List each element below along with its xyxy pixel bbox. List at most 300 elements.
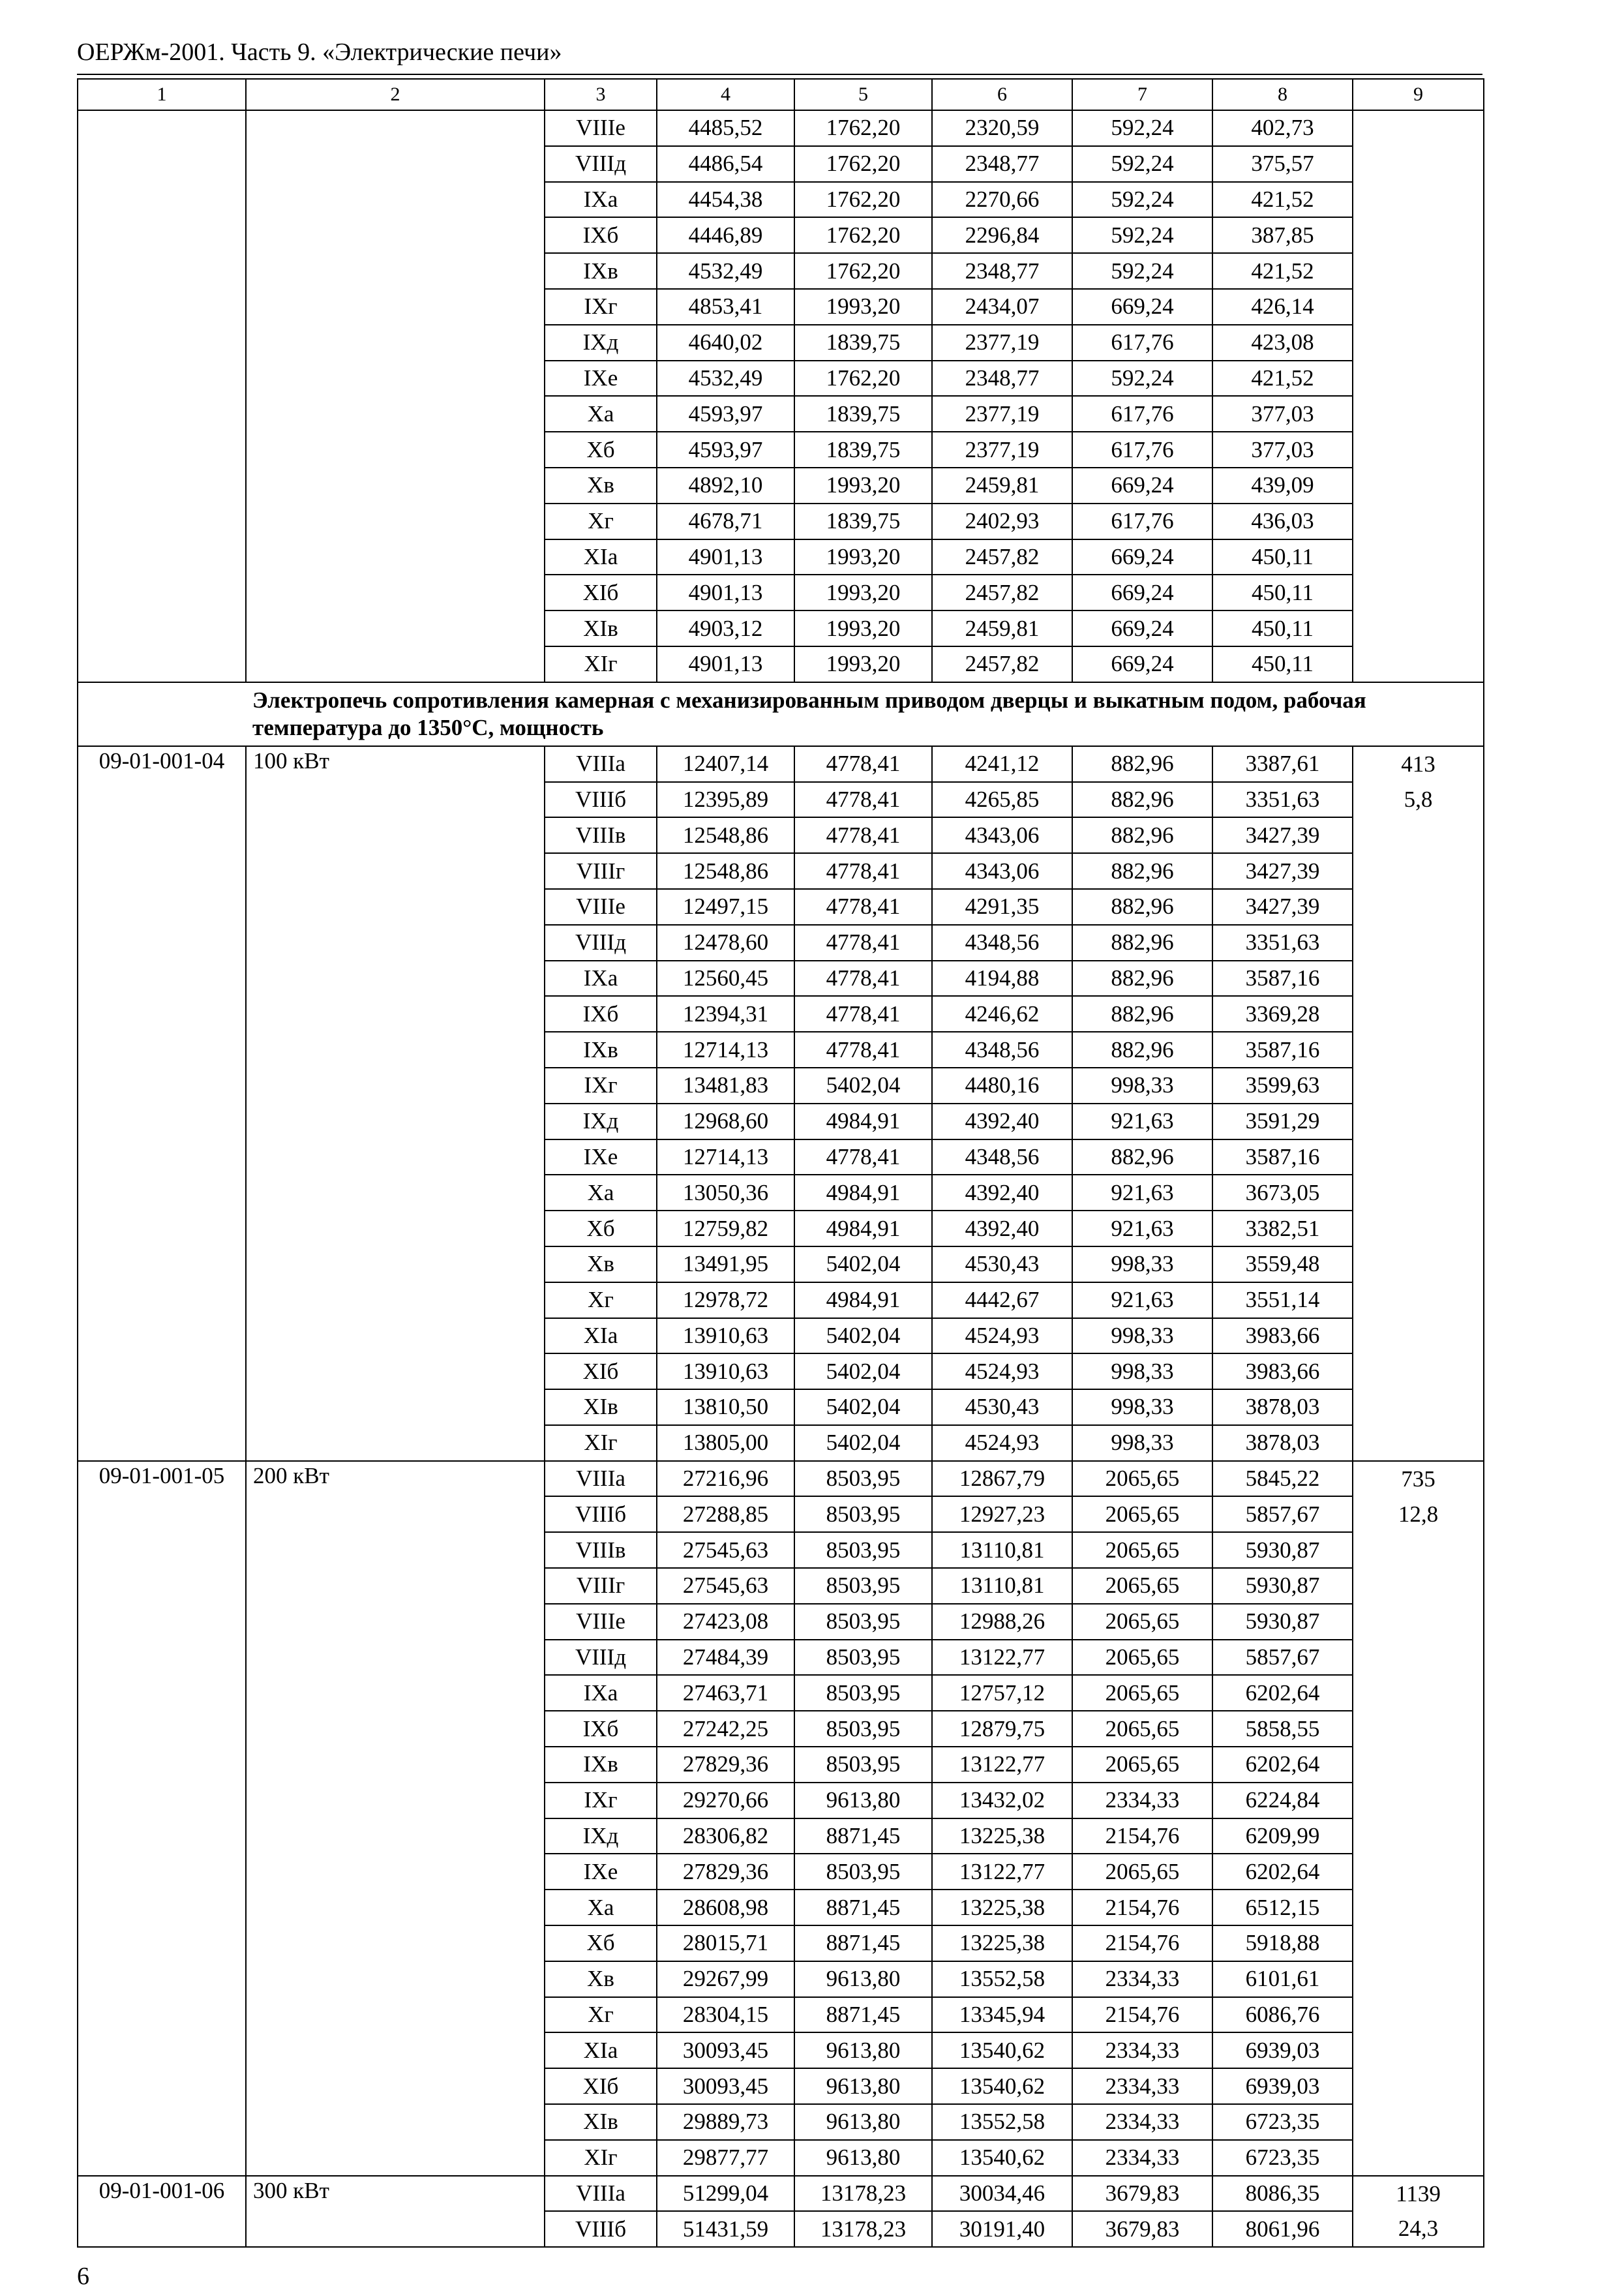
table-row bbox=[78, 396, 1484, 432]
value-cell: 51431,59 bbox=[657, 2211, 794, 2247]
value-cell: 4524,93 bbox=[932, 1425, 1072, 1461]
resource-code-cell bbox=[78, 1139, 246, 1175]
value-cell: 4778,41 bbox=[794, 961, 932, 997]
value-cell: 8503,95 bbox=[794, 1640, 932, 1676]
value-cell: 6512,15 bbox=[1212, 1890, 1353, 1925]
table-row bbox=[78, 1640, 1484, 1676]
value-cell: 592,24 bbox=[1072, 361, 1212, 397]
value-cell: 426,14 bbox=[1212, 289, 1353, 325]
table-row bbox=[78, 1211, 1484, 1246]
value-cell: 12978,72 bbox=[657, 1282, 794, 1318]
table-row bbox=[78, 432, 1484, 468]
extra-value-cell: 1139 bbox=[1353, 2176, 1484, 2212]
extra-value-cell bbox=[1353, 2140, 1484, 2176]
resource-code-cell bbox=[78, 432, 246, 468]
value-cell: 4593,97 bbox=[657, 396, 794, 432]
value-cell: 4486,54 bbox=[657, 146, 794, 182]
value-cell: 4348,56 bbox=[932, 1139, 1072, 1175]
table-row bbox=[78, 1175, 1484, 1211]
value-cell: 4392,40 bbox=[932, 1104, 1072, 1139]
extra-value-cell bbox=[1353, 1282, 1484, 1318]
value-cell: 3351,63 bbox=[1212, 782, 1353, 818]
value-cell: 4778,41 bbox=[794, 996, 932, 1032]
value-cell: 1839,75 bbox=[794, 396, 932, 432]
value-cell: 6224,84 bbox=[1212, 1783, 1353, 1818]
table-row bbox=[78, 961, 1484, 997]
zone-cell: IXд bbox=[545, 1818, 657, 1854]
column-number-7: 7 bbox=[1072, 79, 1212, 110]
table-row bbox=[78, 2068, 1484, 2104]
resource-code-cell bbox=[78, 646, 246, 682]
value-cell: 13122,77 bbox=[932, 1747, 1072, 1783]
value-cell: 13050,36 bbox=[657, 1175, 794, 1211]
value-cell: 1762,20 bbox=[794, 146, 932, 182]
value-cell: 2457,82 bbox=[932, 539, 1072, 575]
value-cell: 450,11 bbox=[1212, 575, 1353, 610]
column-number-4: 4 bbox=[657, 79, 794, 110]
table-row bbox=[78, 575, 1484, 610]
value-cell: 882,96 bbox=[1072, 853, 1212, 889]
value-cell: 4853,41 bbox=[657, 289, 794, 325]
zone-cell: IXв bbox=[545, 253, 657, 289]
resource-name-cell bbox=[246, 575, 545, 610]
resource-name-cell bbox=[246, 2104, 545, 2140]
extra-value-cell bbox=[1353, 182, 1484, 218]
value-cell: 3427,39 bbox=[1212, 889, 1353, 925]
value-cell: 439,09 bbox=[1212, 468, 1353, 504]
resource-name-cell bbox=[246, 1282, 545, 1318]
value-cell: 1993,20 bbox=[794, 610, 932, 646]
resource-name-cell bbox=[246, 1961, 545, 1997]
resource-code-cell bbox=[78, 468, 246, 504]
column-number-9: 9 bbox=[1353, 79, 1484, 110]
value-cell: 13481,83 bbox=[657, 1068, 794, 1104]
extra-value-cell bbox=[1353, 817, 1484, 853]
value-cell: 998,33 bbox=[1072, 1353, 1212, 1389]
value-cell: 5857,67 bbox=[1212, 1496, 1353, 1532]
resource-name-cell bbox=[246, 361, 545, 397]
resource-name-cell bbox=[246, 468, 545, 504]
value-cell: 12548,86 bbox=[657, 817, 794, 853]
value-cell: 6939,03 bbox=[1212, 2068, 1353, 2104]
section-header-row bbox=[78, 682, 1484, 746]
value-cell: 12714,13 bbox=[657, 1032, 794, 1068]
zone-cell: VIIIa bbox=[545, 1461, 657, 1497]
zone-cell: Xг bbox=[545, 1997, 657, 2033]
value-cell: 1993,20 bbox=[794, 289, 932, 325]
table-row bbox=[78, 782, 1484, 818]
value-cell: 6209,99 bbox=[1212, 1818, 1353, 1854]
value-cell: 29270,66 bbox=[657, 1783, 794, 1818]
table-row bbox=[78, 2140, 1484, 2176]
resource-name-cell bbox=[246, 1318, 545, 1354]
resource-code-cell bbox=[78, 325, 246, 361]
value-cell: 2348,77 bbox=[932, 253, 1072, 289]
value-cell: 617,76 bbox=[1072, 325, 1212, 361]
value-cell: 5857,67 bbox=[1212, 1640, 1353, 1676]
value-cell: 12714,13 bbox=[657, 1139, 794, 1175]
value-cell: 4778,41 bbox=[794, 1139, 932, 1175]
table-row bbox=[78, 889, 1484, 925]
resource-name-cell bbox=[246, 1496, 545, 1532]
value-cell: 12548,86 bbox=[657, 853, 794, 889]
value-cell: 921,63 bbox=[1072, 1282, 1212, 1318]
value-cell: 8061,96 bbox=[1212, 2211, 1353, 2247]
resource-code-cell bbox=[78, 1104, 246, 1139]
resource-name-cell bbox=[246, 1854, 545, 1890]
table-row bbox=[78, 1711, 1484, 1747]
value-cell: 882,96 bbox=[1072, 1139, 1212, 1175]
value-cell: 1993,20 bbox=[794, 646, 932, 682]
extra-value-cell bbox=[1353, 2032, 1484, 2068]
resource-name-cell bbox=[246, 1104, 545, 1139]
value-cell: 30034,46 bbox=[932, 2176, 1072, 2212]
value-cell: 2065,65 bbox=[1072, 1496, 1212, 1532]
value-cell: 12757,12 bbox=[932, 1675, 1072, 1711]
value-cell: 12560,45 bbox=[657, 961, 794, 997]
resource-code-cell bbox=[78, 539, 246, 575]
extra-value-cell bbox=[1353, 1068, 1484, 1104]
zone-cell: VIIIб bbox=[545, 1496, 657, 1532]
resource-code-cell: 09-01-001-04 bbox=[78, 746, 246, 782]
value-cell: 2065,65 bbox=[1072, 1854, 1212, 1890]
value-cell: 1993,20 bbox=[794, 539, 932, 575]
value-cell: 27545,63 bbox=[657, 1532, 794, 1568]
resource-code-cell bbox=[78, 575, 246, 610]
resource-code-cell bbox=[78, 1604, 246, 1640]
value-cell: 421,52 bbox=[1212, 182, 1353, 218]
value-cell: 3983,66 bbox=[1212, 1353, 1353, 1389]
value-cell: 3427,39 bbox=[1212, 817, 1353, 853]
value-cell: 3587,16 bbox=[1212, 961, 1353, 997]
value-cell: 27288,85 bbox=[657, 1496, 794, 1532]
zone-cell: Xг bbox=[545, 1282, 657, 1318]
zone-cell: VIIIд bbox=[545, 925, 657, 961]
value-cell: 4901,13 bbox=[657, 646, 794, 682]
value-cell: 592,24 bbox=[1072, 146, 1212, 182]
resource-code-cell bbox=[78, 782, 246, 818]
table-row bbox=[78, 1282, 1484, 1318]
value-cell: 13225,38 bbox=[932, 1818, 1072, 1854]
zone-cell: XIг bbox=[545, 2140, 657, 2176]
resource-code-cell bbox=[78, 1854, 246, 1890]
value-cell: 27423,08 bbox=[657, 1604, 794, 1640]
value-cell: 8871,45 bbox=[794, 1925, 932, 1961]
value-cell: 2065,65 bbox=[1072, 1568, 1212, 1604]
resource-code-cell bbox=[78, 146, 246, 182]
value-cell: 423,08 bbox=[1212, 325, 1353, 361]
value-cell: 4778,41 bbox=[794, 782, 932, 818]
value-cell: 4265,85 bbox=[932, 782, 1072, 818]
zone-cell: VIIIб bbox=[545, 2211, 657, 2247]
zone-cell: IXa bbox=[545, 961, 657, 997]
value-cell: 4241,12 bbox=[932, 746, 1072, 782]
value-cell: 4343,06 bbox=[932, 853, 1072, 889]
resource-code-cell bbox=[78, 2032, 246, 2068]
value-cell: 2334,33 bbox=[1072, 1783, 1212, 1818]
value-cell: 13540,62 bbox=[932, 2032, 1072, 2068]
extra-value-cell bbox=[1353, 1961, 1484, 1997]
table-row bbox=[78, 1496, 1484, 1532]
value-cell: 13225,38 bbox=[932, 1890, 1072, 1925]
value-cell: 51299,04 bbox=[657, 2176, 794, 2212]
value-cell: 2334,33 bbox=[1072, 2032, 1212, 2068]
zone-cell: IXг bbox=[545, 1783, 657, 1818]
value-cell: 592,24 bbox=[1072, 253, 1212, 289]
table-row bbox=[78, 1246, 1484, 1282]
resource-name-cell: 300 кВт bbox=[246, 2176, 545, 2212]
value-cell: 4678,71 bbox=[657, 504, 794, 539]
extra-value-cell bbox=[1353, 889, 1484, 925]
value-cell: 4392,40 bbox=[932, 1211, 1072, 1246]
zone-cell: XIa bbox=[545, 1318, 657, 1354]
value-cell: 882,96 bbox=[1072, 925, 1212, 961]
value-cell: 669,24 bbox=[1072, 289, 1212, 325]
value-cell: 3679,83 bbox=[1072, 2211, 1212, 2247]
value-cell: 4530,43 bbox=[932, 1246, 1072, 1282]
value-cell: 8871,45 bbox=[794, 1818, 932, 1854]
extra-value-cell bbox=[1353, 961, 1484, 997]
value-cell: 6202,64 bbox=[1212, 1747, 1353, 1783]
value-cell: 4291,35 bbox=[932, 889, 1072, 925]
value-cell: 998,33 bbox=[1072, 1425, 1212, 1461]
value-cell: 12478,60 bbox=[657, 925, 794, 961]
value-cell: 2457,82 bbox=[932, 575, 1072, 610]
resource-code-cell bbox=[78, 217, 246, 253]
resource-name-cell bbox=[246, 1211, 545, 1246]
extra-value-cell bbox=[1353, 1818, 1484, 1854]
resource-name-cell bbox=[246, 504, 545, 539]
resource-code-cell bbox=[78, 2140, 246, 2176]
resource-name-cell bbox=[246, 1068, 545, 1104]
value-cell: 669,24 bbox=[1072, 468, 1212, 504]
extra-value-cell bbox=[1353, 1389, 1484, 1425]
value-cell: 2320,59 bbox=[932, 110, 1072, 146]
zone-cell: Xв bbox=[545, 468, 657, 504]
value-cell: 28015,71 bbox=[657, 1925, 794, 1961]
value-cell: 2348,77 bbox=[932, 146, 1072, 182]
column-number-8: 8 bbox=[1212, 79, 1353, 110]
extra-value-cell bbox=[1353, 146, 1484, 182]
resource-code-cell bbox=[78, 289, 246, 325]
value-cell: 4446,89 bbox=[657, 217, 794, 253]
extra-value-cell bbox=[1353, 1854, 1484, 1890]
table-row bbox=[78, 253, 1484, 289]
resource-code-cell bbox=[78, 1211, 246, 1246]
value-cell: 387,85 bbox=[1212, 217, 1353, 253]
resource-name-cell bbox=[246, 889, 545, 925]
zone-cell: XIa bbox=[545, 2032, 657, 2068]
value-cell: 617,76 bbox=[1072, 432, 1212, 468]
extra-value-cell bbox=[1353, 1532, 1484, 1568]
resource-code-cell bbox=[78, 1890, 246, 1925]
extra-value-cell bbox=[1353, 1711, 1484, 1747]
table-row bbox=[78, 1068, 1484, 1104]
table-body bbox=[78, 79, 1484, 2247]
value-cell: 421,52 bbox=[1212, 253, 1353, 289]
value-cell: 1993,20 bbox=[794, 468, 932, 504]
resource-name-cell bbox=[246, 853, 545, 889]
value-cell: 5930,87 bbox=[1212, 1568, 1353, 1604]
value-cell: 2154,76 bbox=[1072, 1997, 1212, 2033]
value-cell: 30093,45 bbox=[657, 2068, 794, 2104]
value-cell: 2457,82 bbox=[932, 646, 1072, 682]
value-cell: 4532,49 bbox=[657, 361, 794, 397]
value-cell: 1762,20 bbox=[794, 253, 932, 289]
resource-code-cell bbox=[78, 1246, 246, 1282]
zone-cell: IXд bbox=[545, 325, 657, 361]
zone-cell: VIIIe bbox=[545, 1604, 657, 1640]
value-cell: 8871,45 bbox=[794, 1890, 932, 1925]
extra-value-cell bbox=[1353, 1747, 1484, 1783]
table-row bbox=[78, 182, 1484, 218]
value-cell: 2065,65 bbox=[1072, 1640, 1212, 1676]
zone-cell: XIa bbox=[545, 539, 657, 575]
resource-code-cell bbox=[78, 1068, 246, 1104]
value-cell: 13552,58 bbox=[932, 2104, 1072, 2140]
value-cell: 5845,22 bbox=[1212, 1461, 1353, 1497]
value-cell: 998,33 bbox=[1072, 1389, 1212, 1425]
value-cell: 2296,84 bbox=[932, 217, 1072, 253]
value-cell: 2459,81 bbox=[932, 610, 1072, 646]
resource-code-cell: 09-01-001-05 bbox=[78, 1461, 246, 1497]
zone-cell: VIIIв bbox=[545, 817, 657, 853]
resource-name-cell bbox=[246, 2032, 545, 2068]
table-row bbox=[78, 1461, 1484, 1497]
zone-cell: Xб bbox=[545, 1925, 657, 1961]
value-cell: 1762,20 bbox=[794, 182, 932, 218]
value-cell: 2065,65 bbox=[1072, 1604, 1212, 1640]
column-number-1: 1 bbox=[78, 79, 246, 110]
document-header bbox=[77, 36, 1482, 75]
table-row bbox=[78, 1604, 1484, 1640]
resource-name-cell bbox=[246, 432, 545, 468]
extra-value-cell bbox=[1353, 325, 1484, 361]
extra-value-cell bbox=[1353, 217, 1484, 253]
extra-value-cell bbox=[1353, 396, 1484, 432]
value-cell: 669,24 bbox=[1072, 539, 1212, 575]
table-row bbox=[78, 1032, 1484, 1068]
resource-name-cell bbox=[246, 1246, 545, 1282]
resource-code-cell bbox=[78, 1818, 246, 1854]
table-row bbox=[78, 1783, 1484, 1818]
value-cell: 669,24 bbox=[1072, 646, 1212, 682]
zone-cell: IXa bbox=[545, 182, 657, 218]
resource-name-cell: 200 кВт bbox=[246, 1461, 545, 1497]
extra-value-cell bbox=[1353, 432, 1484, 468]
resource-name-cell bbox=[246, 1818, 545, 1854]
value-cell: 4778,41 bbox=[794, 817, 932, 853]
value-cell: 4778,41 bbox=[794, 889, 932, 925]
value-cell: 2065,65 bbox=[1072, 1532, 1212, 1568]
zone-cell: IXв bbox=[545, 1032, 657, 1068]
table-row bbox=[78, 146, 1484, 182]
value-cell: 30093,45 bbox=[657, 2032, 794, 2068]
value-cell: 13552,58 bbox=[932, 1961, 1072, 1997]
resource-code-cell bbox=[78, 610, 246, 646]
resource-name-cell bbox=[246, 1997, 545, 2033]
value-cell: 9613,80 bbox=[794, 1961, 932, 1997]
resource-code-cell bbox=[78, 1425, 246, 1461]
zone-cell: XIг bbox=[545, 646, 657, 682]
value-cell: 2154,76 bbox=[1072, 1818, 1212, 1854]
extra-value-cell bbox=[1353, 996, 1484, 1032]
value-cell: 8503,95 bbox=[794, 1711, 932, 1747]
zone-cell: VIIIг bbox=[545, 1568, 657, 1604]
value-cell: 4892,10 bbox=[657, 468, 794, 504]
zone-cell: XIв bbox=[545, 2104, 657, 2140]
resource-code-cell bbox=[78, 396, 246, 432]
value-cell: 4778,41 bbox=[794, 1032, 932, 1068]
value-cell: 3387,61 bbox=[1212, 746, 1353, 782]
extra-value-cell bbox=[1353, 1032, 1484, 1068]
value-cell: 13810,50 bbox=[657, 1389, 794, 1425]
value-cell: 2348,77 bbox=[932, 361, 1072, 397]
value-cell: 27545,63 bbox=[657, 1568, 794, 1604]
extra-value-cell bbox=[1353, 1425, 1484, 1461]
extra-value-cell bbox=[1353, 1211, 1484, 1246]
zone-cell: VIIIб bbox=[545, 782, 657, 818]
resource-code-cell bbox=[78, 2068, 246, 2104]
extra-value-cell bbox=[1353, 575, 1484, 610]
value-cell: 12759,82 bbox=[657, 1211, 794, 1246]
value-cell: 2065,65 bbox=[1072, 1461, 1212, 1497]
resource-name-cell bbox=[246, 1604, 545, 1640]
value-cell: 5918,88 bbox=[1212, 1925, 1353, 1961]
extra-value-cell bbox=[1353, 1568, 1484, 1604]
resource-name-cell bbox=[246, 961, 545, 997]
table-row bbox=[78, 2211, 1484, 2247]
zone-cell: IXe bbox=[545, 361, 657, 397]
table-row bbox=[78, 539, 1484, 575]
resource-name-cell bbox=[246, 325, 545, 361]
zone-cell: XIб bbox=[545, 2068, 657, 2104]
extra-value-cell bbox=[1353, 1175, 1484, 1211]
value-cell: 5402,04 bbox=[794, 1425, 932, 1461]
resource-code-cell bbox=[78, 1389, 246, 1425]
value-cell: 9613,80 bbox=[794, 2104, 932, 2140]
table-row bbox=[78, 2104, 1484, 2140]
extra-value-cell bbox=[1353, 1246, 1484, 1282]
value-cell: 12395,89 bbox=[657, 782, 794, 818]
resource-name-cell bbox=[246, 182, 545, 218]
resource-name-cell bbox=[246, 1389, 545, 1425]
value-cell: 4392,40 bbox=[932, 1175, 1072, 1211]
value-cell: 8503,95 bbox=[794, 1568, 932, 1604]
value-cell: 2377,19 bbox=[932, 325, 1072, 361]
zone-cell: Xб bbox=[545, 1211, 657, 1246]
extra-value-cell bbox=[1353, 925, 1484, 961]
value-cell: 882,96 bbox=[1072, 996, 1212, 1032]
table-row bbox=[78, 1425, 1484, 1461]
value-cell: 1839,75 bbox=[794, 432, 932, 468]
extra-value-cell bbox=[1353, 1353, 1484, 1389]
value-cell: 669,24 bbox=[1072, 575, 1212, 610]
extra-value-cell: 24,3 bbox=[1353, 2211, 1484, 2247]
extra-value-cell: 5,8 bbox=[1353, 782, 1484, 818]
value-cell: 1762,20 bbox=[794, 217, 932, 253]
extra-value-cell bbox=[1353, 504, 1484, 539]
value-cell: 4901,13 bbox=[657, 575, 794, 610]
value-cell: 8503,95 bbox=[794, 1496, 932, 1532]
table-row bbox=[78, 1104, 1484, 1139]
resource-name-cell bbox=[246, 1747, 545, 1783]
value-cell: 5402,04 bbox=[794, 1246, 932, 1282]
value-cell: 617,76 bbox=[1072, 396, 1212, 432]
value-cell: 2065,65 bbox=[1072, 1675, 1212, 1711]
extra-value-cell bbox=[1353, 610, 1484, 646]
value-cell: 2377,19 bbox=[932, 432, 1072, 468]
